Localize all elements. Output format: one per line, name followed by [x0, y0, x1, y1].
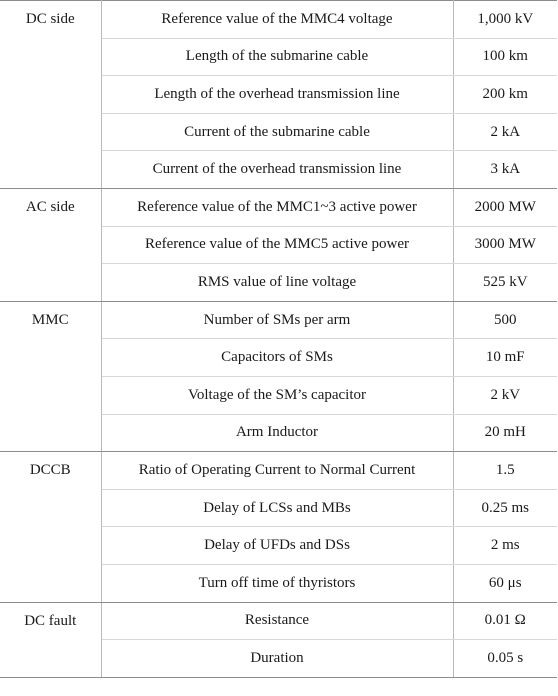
parameter-cell: Current of the submarine cable — [101, 113, 453, 151]
parameter-cell: Delay of UFDs and DSs — [101, 527, 453, 565]
parameter-cell: Voltage of the SM’s capacitor — [101, 376, 453, 414]
parameter-cell: Length of the overhead transmission line — [101, 76, 453, 114]
parameter-cell: Capacitors of SMs — [101, 339, 453, 377]
value-cell: 0.01 Ω — [453, 602, 557, 640]
parameter-cell: RMS value of line voltage — [101, 264, 453, 302]
value-cell: 3000 MW — [453, 226, 557, 264]
table-row — [0, 188, 557, 226]
value-cell: 500 — [453, 301, 557, 339]
value-cell: 0.25 ms — [453, 489, 557, 527]
group-label: DC fault — [0, 602, 101, 677]
parameter-cell: Current of the overhead transmission line — [101, 151, 453, 189]
group-label: DC side — [0, 1, 101, 189]
value-cell: 100 km — [453, 38, 557, 76]
group-label: AC side — [0, 188, 101, 301]
value-cell: 1.5 — [453, 452, 557, 490]
value-cell: 525 kV — [453, 264, 557, 302]
parameter-cell: Number of SMs per arm — [101, 301, 453, 339]
parameter-cell: Turn off time of thyristors — [101, 564, 453, 602]
table-row — [0, 602, 557, 640]
parameter-cell: Arm Inductor — [101, 414, 453, 452]
value-cell: 3 kA — [453, 151, 557, 189]
parameters-table-body — [0, 1, 557, 678]
parameter-cell: Delay of LCSs and MBs — [101, 489, 453, 527]
table-row — [0, 301, 557, 339]
value-cell: 2000 MW — [453, 188, 557, 226]
parameter-cell: Resistance — [101, 602, 453, 640]
group-label: MMC — [0, 301, 101, 451]
value-cell: 2 kV — [453, 376, 557, 414]
value-cell: 2 ms — [453, 527, 557, 565]
value-cell: 1,000 kV — [453, 1, 557, 39]
parameter-cell: Reference value of the MMC4 voltage — [101, 1, 453, 39]
parameter-cell: Length of the submarine cable — [101, 38, 453, 76]
table-row — [0, 452, 557, 490]
group-label: DCCB — [0, 452, 101, 602]
value-cell: 10 mF — [453, 339, 557, 377]
value-cell: 20 mH — [453, 414, 557, 452]
value-cell: 200 km — [453, 76, 557, 114]
value-cell: 0.05 s — [453, 640, 557, 678]
parameter-cell: Duration — [101, 640, 453, 678]
parameter-cell: Reference value of the MMC1~3 active power — [101, 188, 453, 226]
value-cell: 2 kA — [453, 113, 557, 151]
parameter-cell: Ratio of Operating Current to Normal Current — [101, 452, 453, 490]
parameter-cell: Reference value of the MMC5 active power — [101, 226, 453, 264]
value-cell: 60 μs — [453, 564, 557, 602]
table-row — [0, 1, 557, 39]
